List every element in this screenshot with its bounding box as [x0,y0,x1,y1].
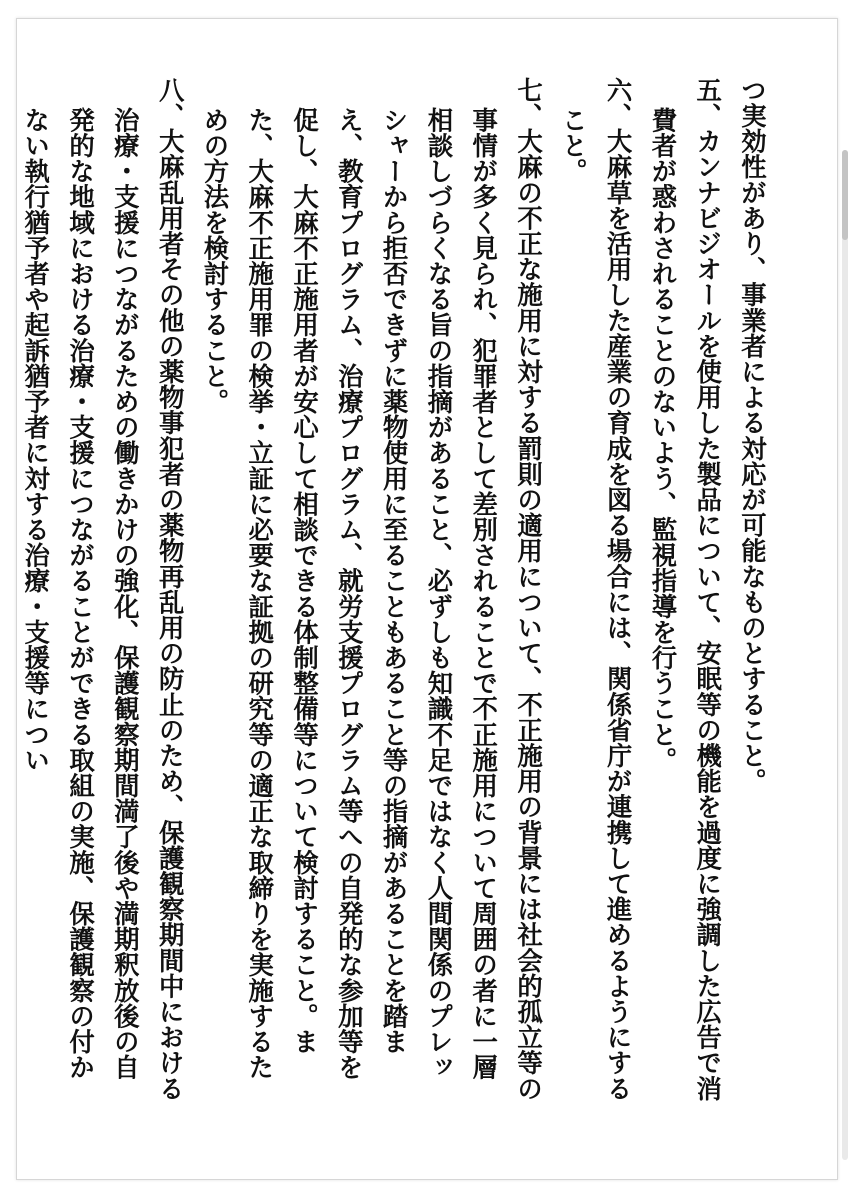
scrollbar-thumb[interactable] [842,150,848,240]
paragraph-item-6: 六、大麻草を活用した産業の育成を図る場合には、関係省庁が連携して進めるようにすること。 [558,77,634,1101]
paragraph-continuation: つ実効性があり、事業者による対応が可能なものとすること。 [738,77,768,794]
paragraph-item-5: 五、カンナビジオールを使用した製品について、安眠等の機能を過度に強調した広告で消費者が惑わされることのないよう、監視指導を行うこと。 [648,77,724,1101]
document-page [16,18,838,1180]
document-body [13,77,775,1102]
paragraph-item-7: 七、大麻の不正な施用に対する罰則の適用について、不正施用の背景には社会的孤立等の事情が多く見られ、犯罪者として差別されることで不正施用について周囲の者に一層相談しづらくなる旨の指摘があること、必ずしも知識不足ではなく人間関係のプレッシャーから拒否できずに薬物使用に至ることもあること等の指摘があることを踏まえ、教育プログラム、治療プログラム、就労支援プログラム等への自発的な参加等を促し、大麻不正施用者が安心して相談できる体制整備等について検討すること。また、大麻不正施用罪の検挙・立証に必要な証拠の研究等の適正な取締りを実施するための方法を検討すること。 [200,77,545,1101]
vertical-scrollbar[interactable] [842,150,848,1160]
paragraph-item-8: 八、大麻乱用者その他の薬物事犯者の薬物再乱用の防止のため、保護観察期間中における治療・支援につながるための働きかけの強化、保護観察期間満了後や満期釈放後の自発的な地域における治療・支援につながることができる取組の実施、保護観察の付かない執行猶予者や起訴猶予者に対する治療・支援等につい [21,77,186,1101]
